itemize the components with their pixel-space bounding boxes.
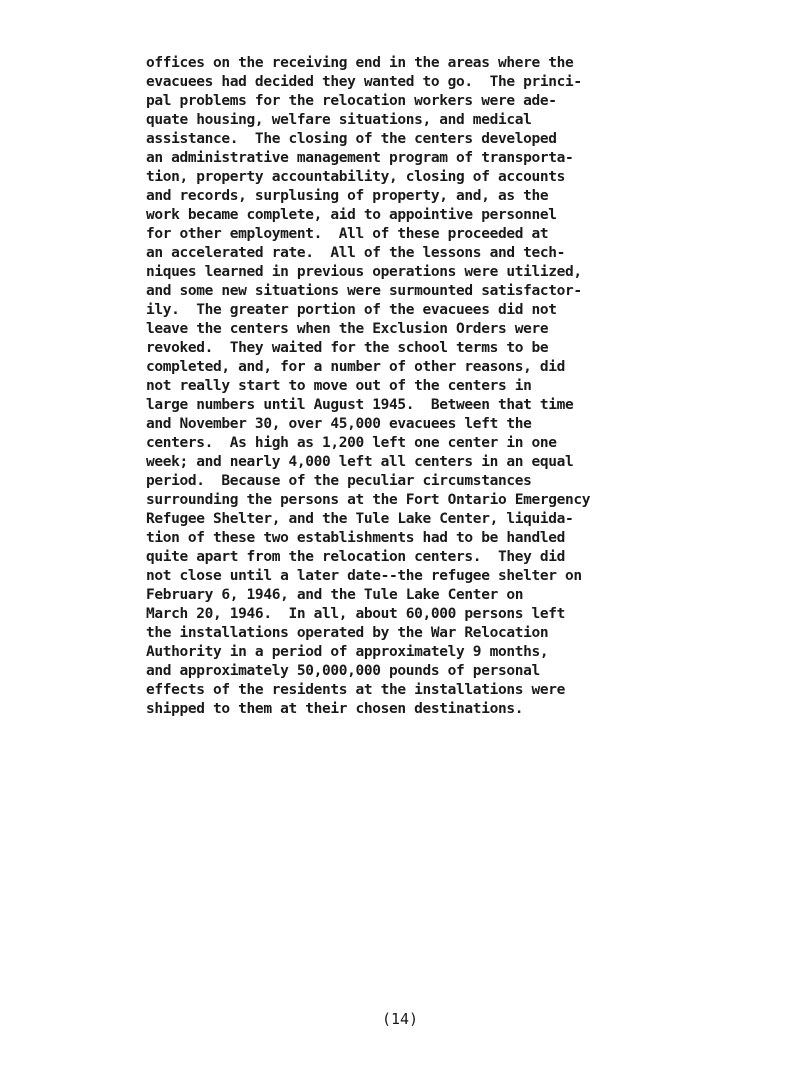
text-line: quite apart from the relocation centers. They did	[146, 549, 565, 565]
text-line: tion, property accountability, closing of accounts	[146, 169, 565, 185]
text-line: February 6, 1946, and the Tule Lake Center on	[146, 587, 524, 603]
text-line: ily. The greater portion of the evacuees did not	[146, 302, 557, 318]
text-line: tion of these two establishments had to be handled	[146, 530, 565, 546]
text-line: surrounding the persons at the Fort Ontario Emergency	[146, 492, 591, 508]
text-line: and records, surplusing of property, and, as the	[146, 188, 549, 204]
text-line: revoked. They waited for the school terms to be	[146, 340, 549, 356]
text-line: an accelerated rate. All of the lessons and tech-	[146, 245, 565, 261]
body-paragraph	[146, 54, 666, 719]
page-number: (14)	[381, 1010, 419, 1028]
text-line: an administrative management program of transporta-	[146, 150, 574, 166]
text-line: effects of the residents at the installations were	[146, 682, 565, 698]
text-line: and approximately 50,000,000 pounds of personal	[146, 663, 540, 679]
text-line: leave the centers when the Exclusion Orders were	[146, 321, 549, 337]
text-line: shipped to them at their chosen destinations.	[146, 701, 524, 717]
text-line: and November 30, over 45,000 evacuees left the	[146, 416, 532, 432]
text-line: evacuees had decided they wanted to go. The princi-	[146, 74, 582, 90]
text-line: not really start to move out of the centers in	[146, 378, 532, 394]
text-line: completed, and, for a number of other reasons, did	[146, 359, 565, 375]
text-line: for other employment. All of these proceeded at	[146, 226, 549, 242]
text-line: centers. As high as 1,200 left one center in one	[146, 435, 557, 451]
text-line: Refugee Shelter, and the Tule Lake Center, liquida-	[146, 511, 574, 527]
text-line: not close until a later date--the refugee shelter on	[146, 568, 582, 584]
text-line: quate housing, welfare situations, and medical	[146, 112, 532, 128]
text-line: pal problems for the relocation workers were ade-	[146, 93, 557, 109]
text-line: March 20, 1946. In all, about 60,000 persons left	[146, 606, 565, 622]
text-line: the installations operated by the War Relocation	[146, 625, 549, 641]
text-line: week; and nearly 4,000 left all centers in an equal	[146, 454, 574, 470]
text-line: work became complete, aid to appointive personnel	[146, 207, 557, 223]
text-line: period. Because of the peculiar circumstances	[146, 473, 532, 489]
text-line: and some new situations were surmounted satisfactor-	[146, 283, 582, 299]
text-line: large numbers until August 1945. Between that time	[146, 397, 574, 413]
text-line: Authority in a period of approximately 9 months,	[146, 644, 549, 660]
text-line: assistance. The closing of the centers developed	[146, 131, 557, 147]
text-line: offices on the receiving end in the areas where the	[146, 55, 574, 71]
text-line: niques learned in previous operations were utilized,	[146, 264, 582, 280]
